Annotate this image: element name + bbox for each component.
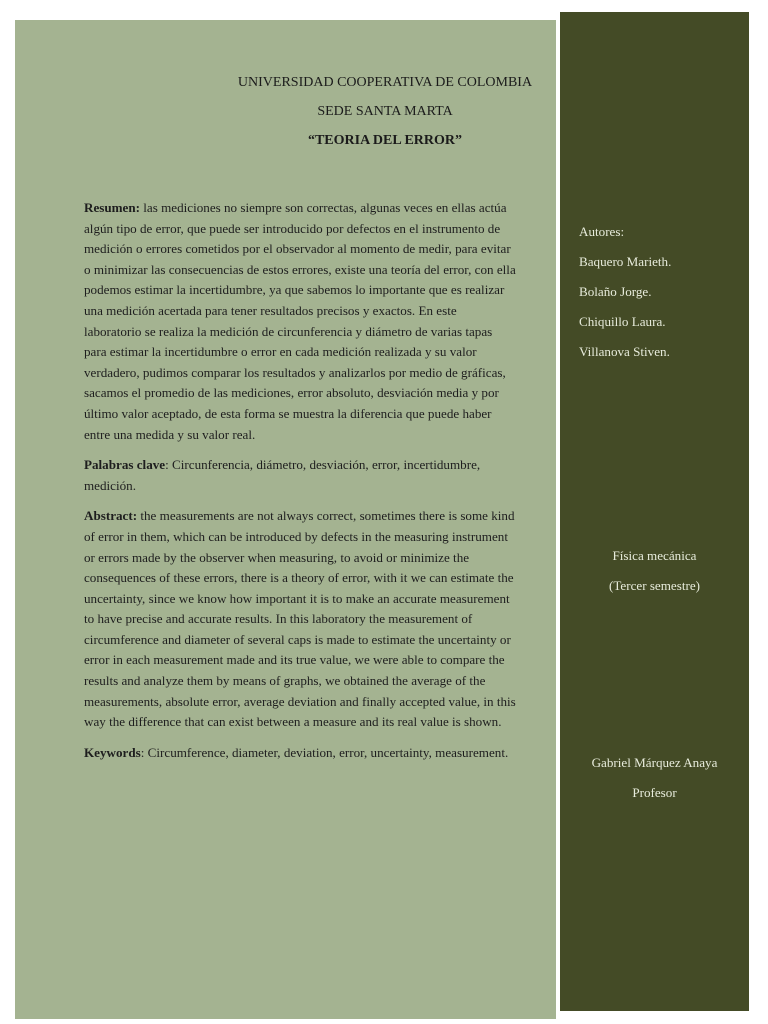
abstract-text: the measurements are not always correct, sometimes there is some kind of error in them, which can be introduced by defects in the measuring instrument or errors made by the observer when measuring, to avoid or minimize the consequences of these errors, there is a theory of error, with it we can estimate the uncertainty, since we know how important it is to make an accurate measurement to have precise and accurate results. In this laboratory the measurement of circumference and diameter of several caps is made to estimate the uncertainty or error in each measurement made and its true value, we were able to compare the results and analyze them by means of graphs, we obtained the average of the measurements, absolute error, average deviation and finally accepted value, in this way the difference that can exist between a measure and its real value is shown. (84, 508, 516, 730)
document-body (84, 198, 516, 773)
author-item: Baquero Marieth. (579, 254, 672, 269)
palabras-clave-paragraph (84, 455, 516, 496)
authors-block (579, 222, 671, 372)
author-item: Bolaño Jorge. (579, 284, 652, 299)
resumen-paragraph (84, 198, 516, 445)
course-semester: (Tercer semestre) (608, 578, 701, 593)
palabras-clave-label: Palabras clave (84, 457, 166, 473)
university-name: UNIVERSIDAD COOPERATIVA DE COLOMBIA (237, 75, 533, 90)
author-item: Villanova Stiven. (579, 344, 670, 359)
resumen-label: Resumen: (84, 200, 141, 215)
abstract-label: Abstract: (84, 508, 138, 524)
side-panel (560, 12, 749, 1011)
palabras-clave-text: : Circunferencia, diámetro, desviación, error, incertidumbre, medición. (84, 457, 481, 493)
resumen-text: las mediciones no siempre son correctas, algunas veces en ellas actúa algún tipo de error, que puede ser introducido por defectos en el instrumento de medición o errores cometidos por el observador al momento de medir, para evitar o minimizar las consecuencias de estos errores, existe una teoría del error, con ella podemos estimar la incertidumbre, ya que sabemos lo importante que es realizar una medición acertada para tener resultados precisos y exactos. En este laboratorio se realiza la medición de circunferencia y diámetro de varias tapas para estimar la incertidumbre o error en cada medición realizada y su valor verdadero, pudimos comparar los resultados y analizarlos por medio de gráficas, sacamos el promedio de las mediciones, error absoluto, desviación media y por último valor aceptado, de esta forma se muestra la diferencia que puede haber entre una medida y su valor real. (84, 200, 516, 442)
course-name: Física mecánica (612, 548, 697, 563)
campus-name: SEDE SANTA MARTA (317, 104, 453, 119)
document-title: “TEORIA DEL ERROR” (307, 133, 463, 148)
abstract-paragraph (84, 506, 516, 733)
course-block (560, 546, 749, 606)
keywords-paragraph (84, 743, 516, 764)
professor-block (560, 753, 749, 813)
keywords-text: : Circumference, diameter, deviation, error, uncertainty, measurement. (140, 744, 509, 760)
keywords-label: Keywords (84, 744, 141, 760)
author-item: Chiquillo Laura. (579, 314, 666, 329)
authors-label: Autores: (579, 224, 625, 239)
document-header (185, 74, 585, 161)
professor-name: Gabriel Márquez Anaya (591, 755, 718, 770)
professor-role: Profesor (632, 785, 677, 800)
